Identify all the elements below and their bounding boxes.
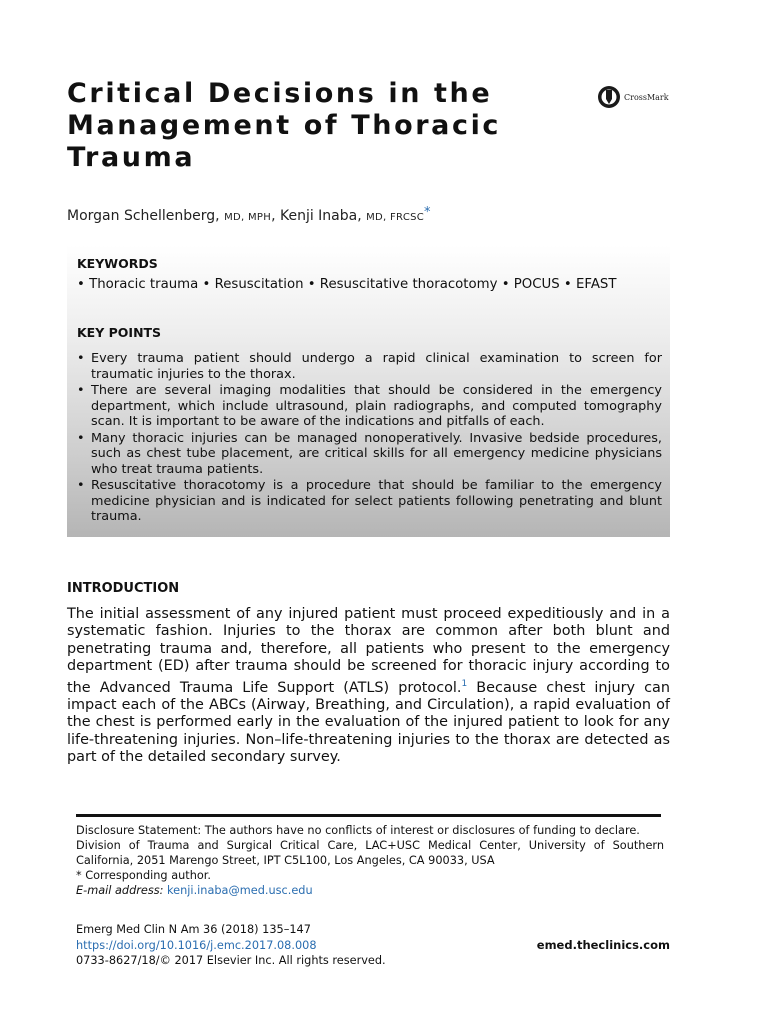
introduction-heading: INTRODUCTION [67, 581, 180, 596]
title-line: Trauma [67, 142, 196, 173]
keywords-heading: KEYWORDS [77, 256, 158, 271]
keywords-list: • Thoracic trauma • Resuscitation • Resuscitative thoracotomy • POCUS • EFAST [77, 277, 617, 292]
introduction-paragraph [67, 606, 670, 766]
citation-block [76, 922, 386, 969]
email-line [76, 883, 664, 898]
author-name: Kenji Inaba, [279, 208, 362, 224]
list-item: • Every trauma patient should undergo a rapid clinical examination to screen for traumatic injuries to the thorax. [77, 351, 662, 382]
crossmark-icon [597, 85, 621, 109]
email-label: E-mail address: [76, 884, 164, 897]
author-list [67, 205, 431, 224]
title-line: Management of Thoracic [67, 110, 502, 141]
corresponding-author-mark[interactable]: * [424, 205, 431, 220]
author-degrees: MD, FRCSC [366, 212, 425, 223]
author-degrees: MD, MPH [224, 212, 272, 223]
author-name: Morgan Schellenberg, [67, 208, 220, 224]
reference-link[interactable]: 1 [461, 678, 468, 689]
article-title [67, 78, 537, 174]
key-points-heading: KEY POINTS [77, 325, 162, 340]
author-separator: , [271, 208, 276, 224]
email-link[interactable]: kenji.inaba@med.usc.edu [167, 884, 313, 897]
doi-link[interactable]: https://doi.org/10.1016/j.emc.2017.08.008 [76, 938, 317, 952]
list-item: • There are several imaging modalities that should be considered in the emergency department, which include ultrasound, plain radiographs, and computed tomography scan. It is important to be aware of the indications and pitfalls of each. [77, 383, 662, 430]
journal-website[interactable]: emed.theclinics.com [536, 938, 670, 952]
crossmark-label: CrossMark [624, 92, 669, 102]
title-line: Critical Decisions in the [67, 78, 493, 109]
copyright: 0733-8627/18/© 2017 Elsevier Inc. All rights reserved. [76, 954, 386, 967]
intro-text: Because chest injury can impact each of the ABCs (Airway, Breathing, and Circulation), a rapid evaluation of the chest is performed early in the evaluation of the injured patient to look for any life-threatening injuries. Non–life-threatening injuries to the thorax are detected as part of the detailed secondary survey. [67, 679, 670, 766]
disclosure-statement: Disclosure Statement: The authors have no conflicts of interest or disclosures of funding to declare. [76, 824, 640, 837]
list-item: • Many thoracic injuries can be managed nonoperatively. Invasive bedside procedures, such as chest tube placement, are critical skills for all emergency medicine physicians who treat trauma patients. [77, 431, 662, 478]
corresponding-author-note: * Corresponding author. [76, 869, 211, 882]
list-item: • Resuscitative thoracotomy is a procedure that should be familiar to the emergency medicine physician and is indicated for select patients following penetrating and blunt trauma. [77, 478, 662, 525]
crossmark-badge[interactable] [597, 84, 672, 110]
journal-citation: Emerg Med Clin N Am 36 (2018) 135–147 [76, 923, 311, 936]
footnote-divider [76, 814, 661, 817]
affiliation: Division of Trauma and Surgical Critical Care, LAC+USC Medical Center, University of Southern California, 2051 Marengo Street, IPT C5L100, Los Angeles, CA 90033, USA [76, 839, 664, 867]
keywords-keypoints-box [67, 245, 670, 537]
key-points-list [77, 351, 662, 526]
intro-text: The initial assessment of any injured patient must proceed expeditiously and in a systematic fashion. Injuries to the thorax are common after both blunt and penetrating trauma and, therefore, all patients who present to the emergency department (ED) after trauma should be screened for thoracic injury according to the Advanced Trauma Life Support (ATLS) protocol. [67, 606, 670, 696]
footnotes [76, 823, 664, 898]
